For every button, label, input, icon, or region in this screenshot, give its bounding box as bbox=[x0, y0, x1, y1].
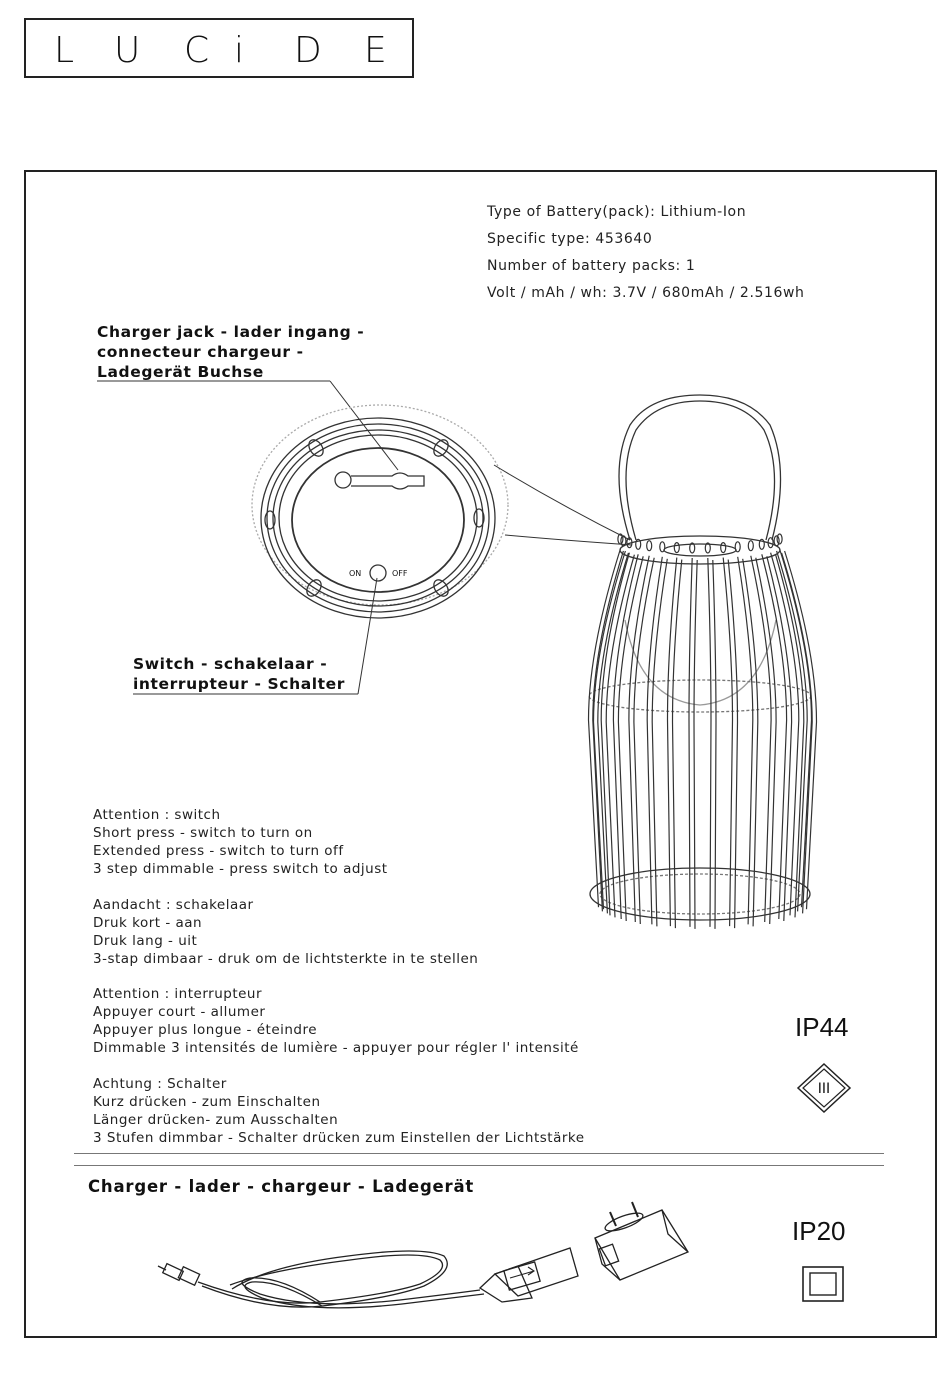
rib-hook bbox=[735, 542, 740, 552]
instruction-line: Dimmable 3 intensités de lumière - appuyer pour régler l' intensité bbox=[93, 1040, 579, 1056]
lantern-rib bbox=[601, 553, 629, 916]
section-divider bbox=[74, 1153, 884, 1154]
callout-line: Ladegerät Buchse bbox=[97, 363, 264, 381]
lantern-rib bbox=[618, 556, 643, 921]
battery-ratings: Volt / mAh / wh: 3.7V / 680mAh / 2.516wh bbox=[487, 285, 805, 301]
wall-adapter-icon bbox=[595, 1202, 688, 1280]
instructions-nl bbox=[93, 896, 478, 968]
lantern-rib bbox=[606, 555, 634, 918]
instruction-line: 3 Stufen dimmbar - Schalter drücken zum Einstellen der Lichtstärke bbox=[93, 1130, 585, 1146]
instruction-line: Extended press - switch to turn off bbox=[93, 843, 344, 859]
instruction-line: Attention : interrupteur bbox=[93, 986, 263, 1002]
class-iii-icon bbox=[796, 1062, 852, 1114]
battery-type: Type of Battery(pack): Lithium-Ion bbox=[487, 204, 747, 220]
section-divider bbox=[74, 1165, 884, 1166]
lantern-rib bbox=[728, 560, 737, 929]
battery-pack-count: Number of battery packs: 1 bbox=[487, 258, 696, 274]
instruction-line: Short press - switch to turn on bbox=[93, 825, 313, 841]
battery-specific-type: Specific type: 453640 bbox=[487, 231, 653, 247]
lantern-rib bbox=[689, 558, 692, 927]
instructions-de bbox=[93, 1075, 585, 1147]
rib-hook bbox=[674, 543, 679, 553]
class-ii-icon bbox=[802, 1266, 844, 1302]
rib-hook bbox=[647, 541, 652, 551]
logo-letter: D bbox=[294, 30, 322, 71]
logo-letter: i bbox=[234, 30, 245, 71]
logo-letter: C bbox=[184, 30, 210, 71]
instructions-en bbox=[93, 806, 388, 878]
instruction-line: Attention : switch bbox=[93, 807, 221, 823]
logo-letter: L bbox=[54, 30, 75, 71]
rib-hook bbox=[748, 541, 753, 551]
instruction-line: Aandacht : schakelaar bbox=[93, 897, 254, 913]
instruction-line: Druk lang - uit bbox=[93, 933, 198, 949]
base-detail bbox=[252, 405, 508, 618]
dc-plug-icon bbox=[158, 1264, 200, 1286]
lamp-ip-rating: IP44 bbox=[795, 1012, 849, 1042]
instruction-line: 3-stap dimbaar - druk om de lichtsterkte in te stellen bbox=[93, 951, 479, 967]
callout-line: connecteur chargeur - bbox=[97, 343, 304, 361]
lantern-rib bbox=[668, 558, 677, 927]
instructions-fr bbox=[93, 985, 579, 1057]
charger-ip-rating: IP20 bbox=[792, 1216, 846, 1246]
instruction-line: Kurz drücken - zum Einschalten bbox=[93, 1094, 321, 1110]
rib-hook bbox=[721, 543, 726, 553]
rib-hook bbox=[660, 542, 665, 552]
logo-letter: U bbox=[114, 30, 141, 71]
instruction-line: Achtung : Schalter bbox=[93, 1076, 227, 1092]
switch-off-label: OFF bbox=[392, 569, 408, 578]
class-iii-label: III bbox=[817, 1081, 831, 1097]
lantern-rib bbox=[673, 560, 682, 929]
instruction-line: Appuyer court - allumer bbox=[93, 1004, 266, 1020]
lantern-drawing bbox=[589, 395, 811, 920]
lantern-rib bbox=[708, 558, 711, 927]
instruction-line: Appuyer plus longue - éteindre bbox=[93, 1022, 318, 1038]
callout-line: Charger jack - lader ingang - bbox=[97, 323, 365, 341]
usb-plug-icon bbox=[480, 1248, 578, 1302]
charger-title: Charger - lader - chargeur - Ladegerät bbox=[88, 1177, 475, 1196]
lantern-rib bbox=[723, 558, 732, 927]
switch-on-label: ON bbox=[349, 569, 362, 578]
instruction-line: Länger drücken- zum Ausschalten bbox=[93, 1112, 339, 1128]
callout-line: Switch - schakelaar - bbox=[133, 655, 328, 673]
charger-drawing bbox=[150, 1190, 690, 1330]
instruction-line: 3 step dimmable - press switch to adjust bbox=[93, 861, 388, 877]
lantern-rib bbox=[713, 560, 716, 929]
instruction-line: Druk kort - aan bbox=[93, 915, 203, 931]
callout-line: interrupteur - Schalter bbox=[133, 675, 346, 693]
lantern-rib bbox=[751, 556, 771, 922]
logo-letter: E bbox=[364, 30, 387, 71]
lantern-rib bbox=[771, 553, 799, 916]
